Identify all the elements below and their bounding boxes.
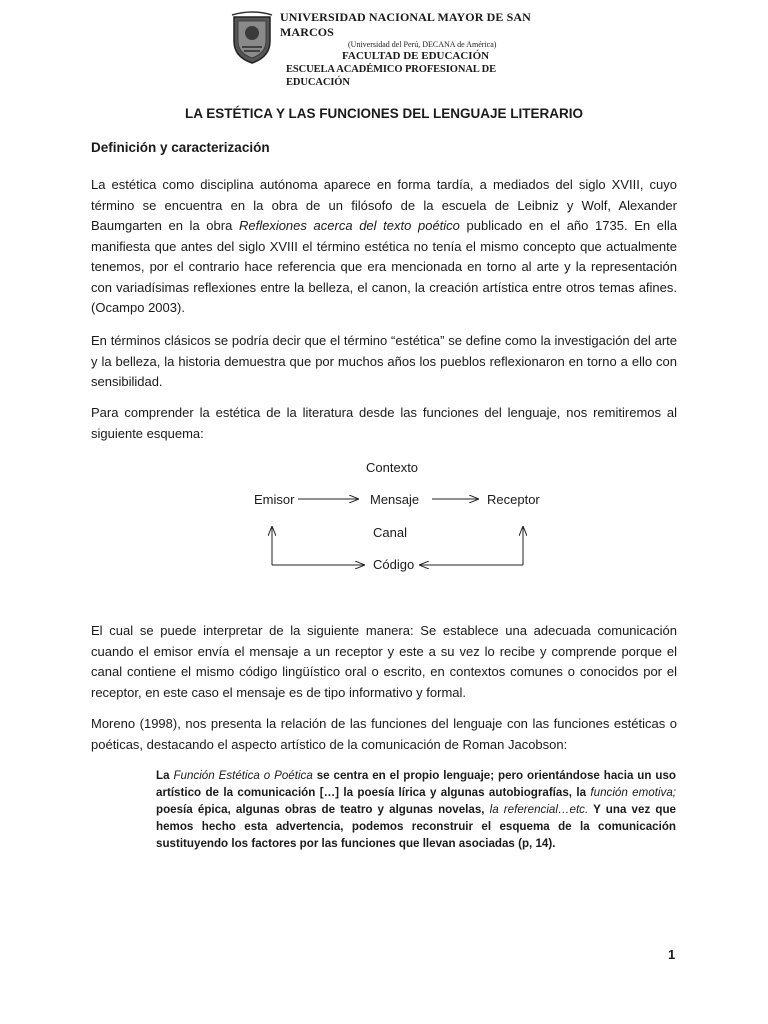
diagram-mensaje: Mensaje bbox=[370, 492, 420, 507]
university-seal-icon bbox=[230, 11, 274, 65]
communication-diagram bbox=[0, 455, 768, 585]
faculty-name: FACULTAD DE EDUCACIÓN bbox=[342, 50, 490, 62]
paragraph-5: Moreno (1998), nos presenta la relación de las funciones del lenguaje con las funciones estéticas o poéticas, destacando el aspecto artístico de la comunicación de Roman Jacobson: bbox=[91, 716, 677, 752]
block-quote: La Función Estética o Poética se centra en el propio lenguaje; pero orientándose hacia un uso artístico de la comunicación […] la poesía lírica y algunas autobiografías, la función emotiva; poesía épica, algunas obras de teatro y algunas novelas, la referencial…etc. Y una vez que hemos hecho esta advertencia, podemos reconstruir el esquema de la comunicación sustituyendo los factores por las funciones que llevan asociadas (p, 14). bbox=[156, 769, 676, 850]
section-heading: Definición y caracterización bbox=[91, 140, 270, 155]
paragraph-3: Para comprender la estética de la literatura desde las funciones del lenguaje, nos remitiremos al siguiente esquema: bbox=[91, 405, 677, 441]
book-title: Reflexiones acerca del texto poético bbox=[238, 218, 460, 233]
diagram-emisor: Emisor bbox=[254, 492, 295, 507]
paragraph-2: En términos clásicos se podría decir que el término “estética” se define como la investigación del arte y la belleza, la historia demuestra que por muchos años los pueblos reflexionaron en torno a ello con sensibilidad. bbox=[91, 333, 677, 389]
university-name: UNIVERSIDAD NACIONAL MAYOR DE SAN MARCOS bbox=[280, 10, 531, 39]
paragraph-4: El cual se puede interpretar de la siguiente manera: Se establece una adecuada comunicación cuando el emisor envía el mensaje a un receptor y este a su vez lo recibe y comprende porque el canal contiene el mismo código lingüístico oral o escrito, en contextos comunes o conocidos por el receptor, en este caso el mensaje es de tipo informativo y formal. bbox=[91, 623, 677, 700]
document-title: LA ESTÉTICA Y LAS FUNCIONES DEL LENGUAJE LITERARIO bbox=[184, 106, 584, 121]
page-number: 1 bbox=[668, 947, 676, 962]
diagram-receptor: Receptor bbox=[487, 492, 540, 507]
diagram-codigo: Código bbox=[373, 557, 415, 572]
paragraph-1: La estética como disciplina autónoma aparece en forma tardía, a mediados del siglo XVIII, cuyo término se encuentra en la obra de un filósofo de la escuela de Leibniz y Wolf, Alexander Baumgarten en la obra Reflexiones acerca del texto poético publicado en el año 1735. En ella manifiesta que antes del siglo XVIII el término estética no tenía el mismo concepto que actualmente tenemos, por el contrario hace referencia que era mencionada en torno al arte y la representación con variadísimas reflexiones entre la belleza, el canon, la creación artística entre otros temas afines. (Ocampo 2003). bbox=[91, 177, 677, 315]
university-note: (Universidad del Perú, DECANA de América) bbox=[348, 40, 497, 49]
document-header bbox=[230, 10, 550, 88]
diagram-contexto: Contexto bbox=[366, 460, 419, 475]
school-name: ESCUELA ACADÉMICO PROFESIONAL DE EDUCACIÓN bbox=[286, 64, 497, 88]
diagram-canal: Canal bbox=[373, 525, 407, 540]
